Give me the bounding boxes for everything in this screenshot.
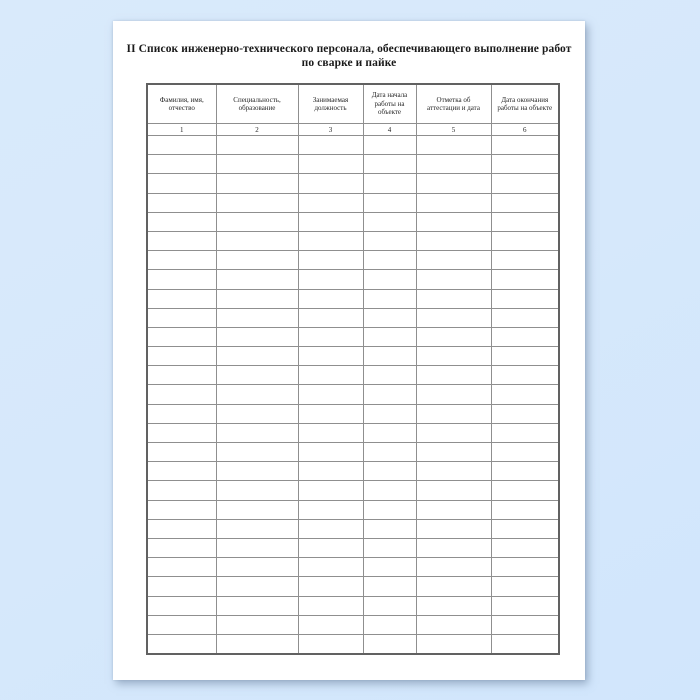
column-number-3: 3 xyxy=(298,124,363,136)
table-cell xyxy=(216,443,298,462)
table-cell xyxy=(363,596,416,615)
table-cell xyxy=(298,155,363,174)
table-cell xyxy=(216,404,298,423)
table-cell xyxy=(363,538,416,557)
table-cell xyxy=(298,423,363,442)
table-cell xyxy=(298,289,363,308)
table-cell xyxy=(147,615,216,634)
column-header-1: Фамилия, имя, отчество xyxy=(147,84,216,124)
table-cell xyxy=(147,366,216,385)
table-cell xyxy=(216,212,298,231)
table-cell xyxy=(491,270,559,289)
table-cell xyxy=(298,634,363,654)
table-cell xyxy=(216,231,298,250)
table-cell xyxy=(216,519,298,538)
table-cell xyxy=(147,385,216,404)
table-cell xyxy=(491,615,559,634)
table-cell xyxy=(416,538,491,557)
table-cell xyxy=(363,174,416,193)
table-row xyxy=(147,289,559,308)
table-cell xyxy=(298,193,363,212)
table-row xyxy=(147,462,559,481)
table-cell xyxy=(416,596,491,615)
table-row xyxy=(147,443,559,462)
table-cell xyxy=(491,423,559,442)
table-cell xyxy=(298,251,363,270)
table-cell xyxy=(491,558,559,577)
table-cell xyxy=(147,577,216,596)
header-row xyxy=(147,84,559,124)
table-cell xyxy=(298,136,363,155)
table-cell xyxy=(147,193,216,212)
column-header-4: Дата начала работы на объекте xyxy=(363,84,416,124)
table-cell xyxy=(416,481,491,500)
table-cell xyxy=(491,289,559,308)
table-cell xyxy=(363,634,416,654)
table-cell xyxy=(298,385,363,404)
table-cell xyxy=(363,308,416,327)
table-cell xyxy=(147,634,216,654)
table-cell xyxy=(416,634,491,654)
table-cell xyxy=(491,385,559,404)
table-cell xyxy=(147,538,216,557)
table-cell xyxy=(416,558,491,577)
table-cell xyxy=(298,615,363,634)
table-cell xyxy=(363,462,416,481)
column-number-row xyxy=(147,124,559,136)
table-row xyxy=(147,270,559,289)
table-cell xyxy=(298,347,363,366)
table-row xyxy=(147,481,559,500)
table-cell xyxy=(363,193,416,212)
table-cell xyxy=(491,155,559,174)
table-cell xyxy=(147,231,216,250)
table-cell xyxy=(147,443,216,462)
column-number-6: 6 xyxy=(491,124,559,136)
table-cell xyxy=(216,251,298,270)
table-cell xyxy=(363,558,416,577)
table-cell xyxy=(363,212,416,231)
table-cell xyxy=(298,270,363,289)
column-number-4: 4 xyxy=(363,124,416,136)
table-cell xyxy=(491,404,559,423)
table-row xyxy=(147,231,559,250)
table-cell xyxy=(491,327,559,346)
column-number-1: 1 xyxy=(147,124,216,136)
column-header-2: Специальность, образование xyxy=(216,84,298,124)
table-cell xyxy=(298,596,363,615)
table-cell xyxy=(416,251,491,270)
table-cell xyxy=(298,577,363,596)
table-cell xyxy=(363,423,416,442)
table-cell xyxy=(416,519,491,538)
column-header-5: Отметка об аттестации и дата xyxy=(416,84,491,124)
table-row xyxy=(147,327,559,346)
table-cell xyxy=(216,327,298,346)
table-row xyxy=(147,251,559,270)
table-cell xyxy=(216,347,298,366)
table-row xyxy=(147,577,559,596)
table-row xyxy=(147,423,559,442)
table-row xyxy=(147,404,559,423)
table-cell xyxy=(216,481,298,500)
table-cell xyxy=(298,462,363,481)
table-row xyxy=(147,347,559,366)
table-cell xyxy=(147,558,216,577)
table-cell xyxy=(416,347,491,366)
table-cell xyxy=(363,615,416,634)
table-row xyxy=(147,596,559,615)
table-cell xyxy=(416,155,491,174)
table-row xyxy=(147,155,559,174)
table-cell xyxy=(147,596,216,615)
table-cell xyxy=(491,308,559,327)
table-cell xyxy=(216,289,298,308)
table-cell xyxy=(298,500,363,519)
table-cell xyxy=(416,212,491,231)
table-cell xyxy=(491,136,559,155)
table-cell xyxy=(216,174,298,193)
table-cell xyxy=(147,481,216,500)
column-header-3: Занимаемая должность xyxy=(298,84,363,124)
table-cell xyxy=(416,462,491,481)
table-cell xyxy=(216,634,298,654)
table-cell xyxy=(147,347,216,366)
table-row xyxy=(147,538,559,557)
table-cell xyxy=(147,308,216,327)
table-cell xyxy=(491,519,559,538)
table-cell xyxy=(147,404,216,423)
table-cell xyxy=(147,462,216,481)
personnel-table xyxy=(146,83,560,655)
document-title: II Список инженерно-технического персонала, обеспечивающего выполнение работ по сварке и пайке xyxy=(126,43,572,69)
table-cell xyxy=(363,347,416,366)
table-cell xyxy=(298,519,363,538)
table-cell xyxy=(491,174,559,193)
table-cell xyxy=(416,385,491,404)
table-cell xyxy=(416,366,491,385)
table-cell xyxy=(363,231,416,250)
table-cell xyxy=(416,193,491,212)
table-cell xyxy=(363,251,416,270)
table-cell xyxy=(416,289,491,308)
table-cell xyxy=(416,500,491,519)
table-cell xyxy=(363,500,416,519)
table-cell xyxy=(216,500,298,519)
table-cell xyxy=(416,443,491,462)
table-cell xyxy=(363,519,416,538)
table-cell xyxy=(147,500,216,519)
table-cell xyxy=(216,308,298,327)
table-row xyxy=(147,193,559,212)
table-cell xyxy=(416,423,491,442)
table-cell xyxy=(298,558,363,577)
table-cell xyxy=(491,596,559,615)
table-cell xyxy=(363,136,416,155)
table-cell xyxy=(216,270,298,289)
table-row xyxy=(147,385,559,404)
table-cell xyxy=(216,615,298,634)
table-cell xyxy=(491,231,559,250)
table-cell xyxy=(416,615,491,634)
table-cell xyxy=(216,596,298,615)
table-cell xyxy=(363,270,416,289)
table-cell xyxy=(147,327,216,346)
table-cell xyxy=(298,538,363,557)
table-cell xyxy=(147,251,216,270)
table-cell xyxy=(416,308,491,327)
table-cell xyxy=(491,462,559,481)
table-cell xyxy=(298,231,363,250)
table-cell xyxy=(298,366,363,385)
table-cell xyxy=(491,577,559,596)
table-row xyxy=(147,500,559,519)
table-row xyxy=(147,519,559,538)
table-cell xyxy=(216,423,298,442)
table-cell xyxy=(216,385,298,404)
table-cell xyxy=(363,404,416,423)
table-cell xyxy=(216,155,298,174)
table-row xyxy=(147,634,559,654)
table-cell xyxy=(147,212,216,231)
table-cell xyxy=(416,327,491,346)
table-cell xyxy=(491,538,559,557)
table-cell xyxy=(491,481,559,500)
table-cell xyxy=(416,174,491,193)
table-cell xyxy=(298,212,363,231)
table-cell xyxy=(216,577,298,596)
table-row xyxy=(147,615,559,634)
table-cell xyxy=(363,289,416,308)
table-cell xyxy=(147,289,216,308)
table-cell xyxy=(216,462,298,481)
table-cell xyxy=(216,538,298,557)
table-cell xyxy=(298,174,363,193)
table-cell xyxy=(491,212,559,231)
table-cell xyxy=(147,155,216,174)
table-cell xyxy=(147,270,216,289)
table-cell xyxy=(298,481,363,500)
table-cell xyxy=(147,136,216,155)
table-cell xyxy=(416,270,491,289)
table-cell xyxy=(363,481,416,500)
table-cell xyxy=(416,577,491,596)
table-cell xyxy=(298,327,363,346)
table-cell xyxy=(491,366,559,385)
document-page xyxy=(113,21,585,680)
table-cell xyxy=(416,231,491,250)
table-cell xyxy=(216,366,298,385)
table-cell xyxy=(491,251,559,270)
table-cell xyxy=(298,404,363,423)
table-cell xyxy=(216,558,298,577)
table-cell xyxy=(216,193,298,212)
column-number-2: 2 xyxy=(216,124,298,136)
table-cell xyxy=(363,385,416,404)
table-cell xyxy=(416,136,491,155)
table-row xyxy=(147,212,559,231)
column-number-5: 5 xyxy=(416,124,491,136)
table-cell xyxy=(416,404,491,423)
table-row xyxy=(147,366,559,385)
table-cell xyxy=(491,443,559,462)
table-cell xyxy=(363,577,416,596)
table-body xyxy=(147,136,559,655)
table-cell xyxy=(298,308,363,327)
table-cell xyxy=(147,423,216,442)
table-cell xyxy=(363,366,416,385)
table-cell xyxy=(147,519,216,538)
table-row xyxy=(147,136,559,155)
table-cell xyxy=(491,347,559,366)
table-cell xyxy=(491,634,559,654)
table-row xyxy=(147,308,559,327)
column-header-6: Дата окончания работы на объекте xyxy=(491,84,559,124)
table-cell xyxy=(491,500,559,519)
table-cell xyxy=(147,174,216,193)
table-cell xyxy=(216,136,298,155)
table-cell xyxy=(491,193,559,212)
table-row xyxy=(147,558,559,577)
table-cell xyxy=(363,155,416,174)
table-cell xyxy=(363,327,416,346)
table-cell xyxy=(298,443,363,462)
table-cell xyxy=(363,443,416,462)
table-row xyxy=(147,174,559,193)
